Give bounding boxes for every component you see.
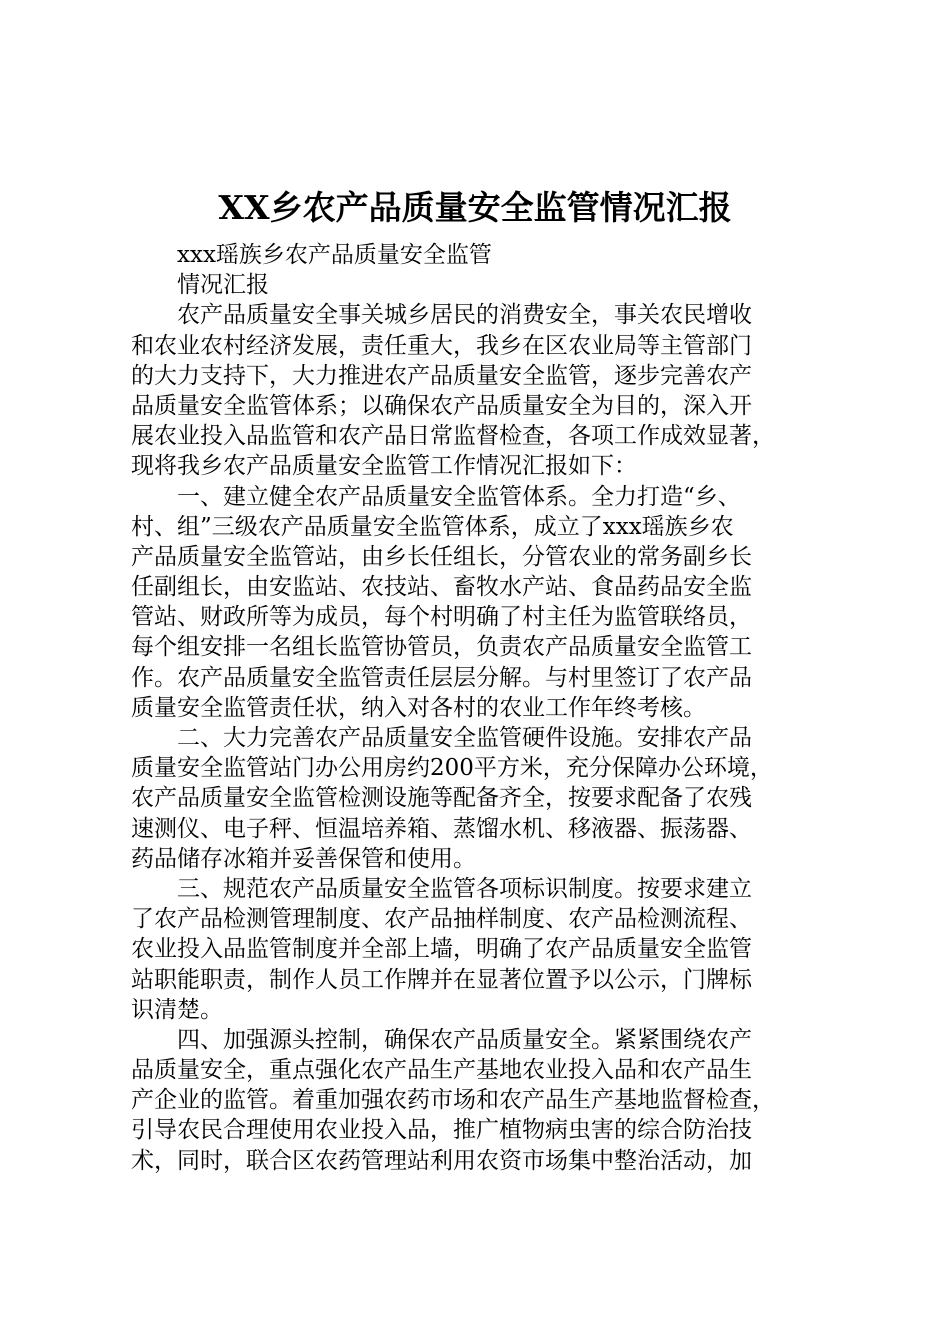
paragraph-line: 农产品质量安全事关城乡居民的消费安全，事关农民增收: [177, 302, 752, 329]
paragraph-line: 每个组安排一名组长监管协管员，负责农产品质量安全监管工: [131, 634, 752, 661]
paragraph-line: 一、建立健全农产品质量安全监管体系。全力打造“乡、: [177, 483, 741, 510]
paragraph-line: 展农业投入品监管和农产品日常监督检查，各项工作成效显著，: [131, 423, 775, 450]
paragraph-line: 识清楚。: [131, 996, 223, 1023]
paragraph-line: 村、组”三级农产品质量安全监管体系，成立了xxx瑶族乡农: [131, 513, 734, 540]
document-body: [131, 240, 831, 1176]
paragraph-line: 作。农产品质量安全监管责任层层分解。与村里签订了农产品: [131, 664, 752, 691]
paragraph-line: 三、规范农产品质量安全监管各项标识制度。按要求建立: [177, 875, 752, 902]
paragraph-line: 管站、财政所等为成员，每个村明确了村主任为监管联络员，: [131, 604, 752, 631]
paragraph-line: 二、大力完善农产品质量安全监管硬件设施。安排农产品: [177, 725, 752, 751]
document-title: XX乡农产品质量安全监管情况汇报: [218, 188, 732, 227]
paragraph-line: 速测仪、电子秤、恒温培养箱、蒸馏水机、移液器、振荡器、: [131, 815, 752, 842]
subtitle-line: xxx瑶族乡农产品质量安全监管: [177, 242, 492, 268]
subtitle-line: 情况汇报: [177, 272, 269, 299]
paragraph-line: 品质量安全，重点强化农产品生产基地农业投入品和农产品生: [131, 1057, 752, 1084]
paragraph-line: 站职能职责，制作人员工作牌并在显著位置予以公示，门牌标: [131, 966, 752, 993]
paragraph-line: 品质量安全监管体系；以确保农产品质量安全为目的，深入开: [131, 392, 752, 419]
paragraph-line: 术，同时，联合区农药管理站利用农资市场集中整治活动，加: [131, 1147, 752, 1174]
paragraph-line: 引导农民合理使用农业投入品，推广植物病虫害的综合防治技: [131, 1117, 752, 1144]
paragraph-line: 产企业的监管。着重加强农药市场和农产品生产基地监督检查，: [131, 1087, 775, 1114]
paragraph-line: 农产品质量安全监管检测设施等配备齐全，按要求配备了农残: [131, 785, 752, 812]
paragraph-line: 的大力支持下，大力推进农产品质量安全监管，逐步完善农产: [131, 362, 752, 389]
paragraph-line: 农业投入品监管制度并全部上墙，明确了农产品质量安全监管: [131, 936, 752, 963]
paragraph-line: 现将我乡农产品质量安全监管工作情况汇报如下：: [131, 453, 637, 480]
paragraph-line: 质量安全监管责任状，纳入对各村的农业工作年终考核。: [131, 694, 706, 721]
paragraph-line: 四、加强源头控制，确保农产品质量安全。紧紧围绕农产: [177, 1026, 752, 1053]
paragraph-line: 质量安全监管站门办公用房约200平方米，充分保障办公环境，: [131, 755, 773, 782]
paragraph-line: 了农产品检测管理制度、农产品抽样制度、农产品检测流程、: [131, 906, 752, 933]
paragraph-line: 药品储存冰箱并妥善保管和使用。: [131, 845, 476, 872]
paragraph-line: 产品质量安全监管站，由乡长任组长，分管农业的常务副乡长: [131, 543, 752, 570]
paragraph-line: 和农业农村经济发展，责任重大，我乡在区农业局等主管部门: [131, 332, 752, 359]
paragraph-line: 任副组长，由安监站、农技站、畜牧水产站、食品药品安全监: [131, 574, 752, 601]
